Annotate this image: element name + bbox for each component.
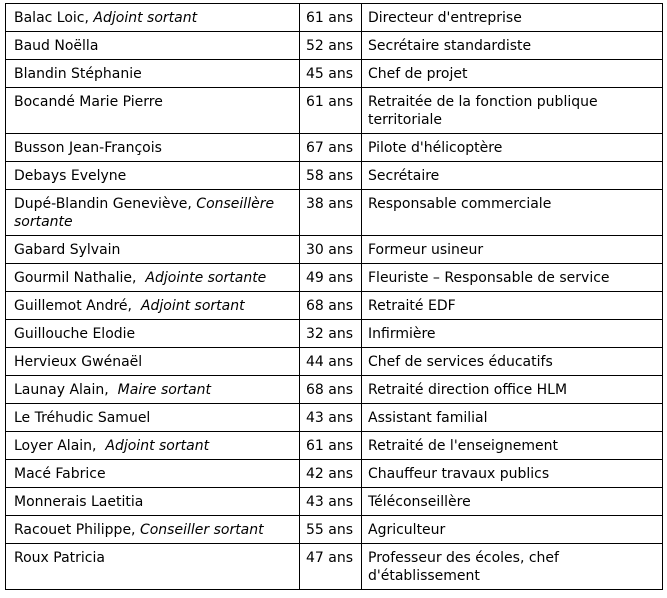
table-row [6, 134, 663, 162]
member-name: Hervieux Gwénaël [14, 354, 143, 370]
table-row [6, 264, 663, 292]
occupation-cell: Responsable commerciale [362, 190, 663, 236]
table-row [6, 488, 663, 516]
table-row [6, 376, 663, 404]
occupation-cell: Retraité EDF [362, 292, 663, 320]
name-cell [6, 460, 300, 488]
occupation-cell: Chef de services éducatifs [362, 348, 663, 376]
outgoing-role: Conseillère sortante [14, 196, 275, 230]
age-cell: 32 ans [300, 320, 362, 348]
member-name: Racouet Philippe, [14, 522, 136, 538]
table-row [6, 190, 663, 236]
member-name: Busson Jean-François [14, 140, 162, 156]
table-row [6, 236, 663, 264]
name-cell [6, 432, 300, 460]
occupation-cell: Professeur des écoles, chef d'établissement [362, 544, 663, 590]
member-name: Gabard Sylvain [14, 242, 121, 258]
member-name: Blandin Stéphanie [14, 66, 142, 82]
name-cell [6, 4, 300, 32]
age-cell: 61 ans [300, 432, 362, 460]
table-row [6, 292, 663, 320]
table-row [6, 320, 663, 348]
member-name: Le Tréhudic Samuel [14, 410, 151, 426]
member-name: Baud Noëlla [14, 38, 99, 54]
member-name: Balac Loic, [14, 10, 89, 26]
name-cell [6, 544, 300, 590]
occupation-cell: Retraité direction office HLM [362, 376, 663, 404]
occupation-cell: Chauffeur travaux publics [362, 460, 663, 488]
name-cell [6, 134, 300, 162]
occupation-cell: Téléconseillère [362, 488, 663, 516]
table-row [6, 60, 663, 88]
name-cell [6, 190, 300, 236]
name-cell [6, 88, 300, 134]
member-name: Guillemot André, [14, 298, 132, 314]
name-cell [6, 348, 300, 376]
outgoing-role: Conseiller sortant [139, 522, 264, 538]
age-cell: 38 ans [300, 190, 362, 236]
name-cell [6, 32, 300, 60]
age-cell: 67 ans [300, 134, 362, 162]
member-name: Guillouche Elodie [14, 326, 136, 342]
age-cell: 45 ans [300, 60, 362, 88]
age-cell: 61 ans [300, 4, 362, 32]
candidate-table-body [6, 4, 663, 590]
age-cell: 30 ans [300, 236, 362, 264]
name-cell [6, 292, 300, 320]
occupation-cell: Secrétaire standardiste [362, 32, 663, 60]
table-row [6, 162, 663, 190]
member-name: Launay Alain, [14, 382, 109, 398]
name-cell [6, 516, 300, 544]
age-cell: 55 ans [300, 516, 362, 544]
name-role-separator [109, 382, 118, 398]
age-cell: 61 ans [300, 88, 362, 134]
occupation-cell: Pilote d'hélicoptère [362, 134, 663, 162]
member-name: Roux Patricia [14, 550, 105, 566]
outgoing-role: Adjointe sortante [145, 270, 267, 286]
table-row [6, 460, 663, 488]
occupation-cell: Retraité de l'enseignement [362, 432, 663, 460]
age-cell: 52 ans [300, 32, 362, 60]
occupation-cell: Directeur d'entreprise [362, 4, 663, 32]
table-row [6, 544, 663, 590]
name-cell [6, 236, 300, 264]
table-row [6, 32, 663, 60]
name-cell [6, 162, 300, 190]
occupation-cell: Agriculteur [362, 516, 663, 544]
occupation-cell: Chef de projet [362, 60, 663, 88]
name-cell [6, 264, 300, 292]
outgoing-role: Adjoint sortant [105, 438, 210, 454]
age-cell: 68 ans [300, 376, 362, 404]
member-name: Bocandé Marie Pierre [14, 94, 163, 110]
member-name: Gourmil Nathalie, [14, 270, 137, 286]
member-name: Dupé-Blandin Geneviève, [14, 196, 192, 212]
member-name: Loyer Alain, [14, 438, 97, 454]
table-row [6, 516, 663, 544]
occupation-cell: Infirmière [362, 320, 663, 348]
age-cell: 44 ans [300, 348, 362, 376]
name-cell [6, 376, 300, 404]
age-cell: 43 ans [300, 404, 362, 432]
name-cell [6, 404, 300, 432]
occupation-cell: Retraitée de la fonction publique territoriale [362, 88, 663, 134]
table-row [6, 348, 663, 376]
member-name: Debays Evelyne [14, 168, 127, 184]
name-cell [6, 488, 300, 516]
table-row [6, 404, 663, 432]
age-cell: 47 ans [300, 544, 362, 590]
member-name: Macé Fabrice [14, 466, 106, 482]
outgoing-role: Adjoint sortant [140, 298, 245, 314]
name-cell [6, 320, 300, 348]
age-cell: 43 ans [300, 488, 362, 516]
table-row [6, 4, 663, 32]
occupation-cell: Secrétaire [362, 162, 663, 190]
occupation-cell: Formeur usineur [362, 236, 663, 264]
candidate-table [5, 3, 663, 590]
member-name: Monnerais Laetitia [14, 494, 144, 510]
occupation-cell: Assistant familial [362, 404, 663, 432]
name-role-separator [132, 298, 141, 314]
age-cell: 58 ans [300, 162, 362, 190]
age-cell: 68 ans [300, 292, 362, 320]
outgoing-role: Maire sortant [117, 382, 212, 398]
table-row [6, 432, 663, 460]
occupation-cell: Fleuriste – Responsable de service [362, 264, 663, 292]
outgoing-role: Adjoint sortant [93, 10, 198, 26]
name-cell [6, 60, 300, 88]
age-cell: 42 ans [300, 460, 362, 488]
age-cell: 49 ans [300, 264, 362, 292]
table-row [6, 88, 663, 134]
